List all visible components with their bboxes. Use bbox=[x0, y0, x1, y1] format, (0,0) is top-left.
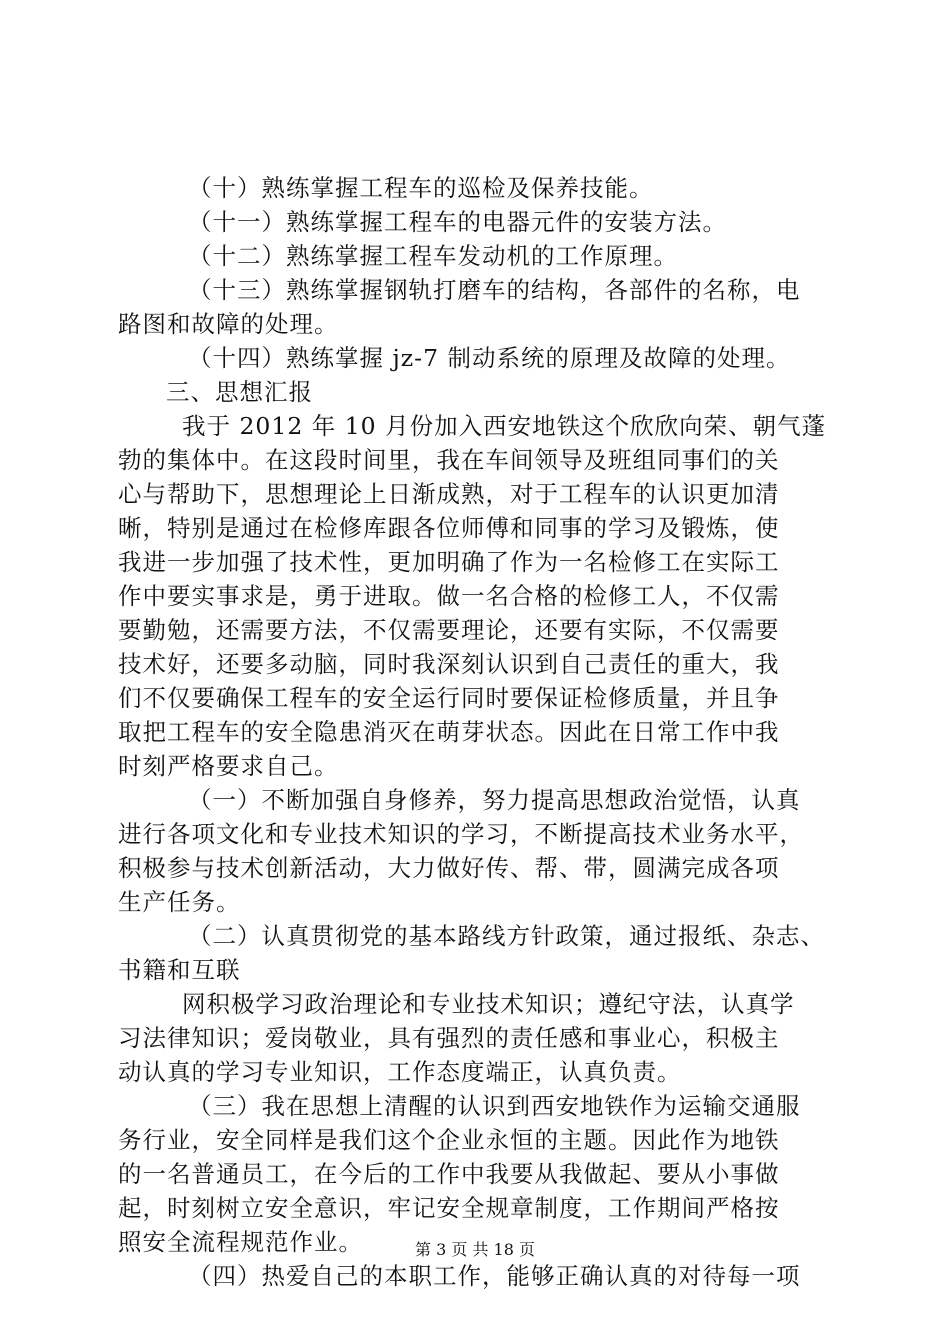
paragraph-line: 作中要实事求是，勇于进取。做一名合格的检修工人，不仅需 bbox=[118, 582, 780, 610]
list-item-11: （十一）熟练掌握工程车的电器元件的安装方法。 bbox=[188, 208, 727, 236]
section-heading: 三、思想汇报 bbox=[166, 378, 313, 406]
paragraph-line: （二）认真贯彻党的基本路线方针政策，通过报纸、杂志、 bbox=[188, 922, 825, 950]
paragraph-line: 照安全流程规范作业。 bbox=[118, 1228, 363, 1256]
paragraph-line: 网积极学习政治理论和专业技术知识；遵纪守法，认真学 bbox=[182, 990, 795, 1018]
paragraph-line: 要勤勉，还需要方法，不仅需要理论，还要有实际，不仅需要 bbox=[118, 616, 780, 644]
paragraph-line: 书籍和互联 bbox=[118, 956, 241, 984]
paragraph-line: 时刻严格要求自己。 bbox=[118, 752, 339, 780]
paragraph-line: （四）热爱自己的本职工作，能够正确认真的对待每一项 bbox=[188, 1262, 801, 1290]
paragraph-line: 务行业，安全同样是我们这个企业永恒的主题。因此作为地铁 bbox=[118, 1126, 780, 1154]
document-body bbox=[118, 171, 838, 1293]
list-item-12: （十二）熟练掌握工程车发动机的工作原理。 bbox=[188, 242, 678, 270]
list-item-13: （十三）熟练掌握钢轨打磨车的结构，各部件的名称，电 bbox=[188, 276, 801, 304]
list-item-10: （十）熟练掌握工程车的巡检及保养技能。 bbox=[188, 174, 654, 202]
paragraph-line: （一）不断加强自身修养，努力提高思想政治觉悟，认真 bbox=[188, 786, 801, 814]
list-item-13-cont: 路图和故障的处理。 bbox=[118, 310, 339, 338]
paragraph-line: 习法律知识；爱岗敬业，具有强烈的责任感和事业心，积极主 bbox=[118, 1024, 780, 1052]
paragraph-line: 动认真的学习专业知识，工作态度端正，认真负责。 bbox=[118, 1058, 682, 1086]
paragraph-line: 生产任务。 bbox=[118, 888, 241, 916]
paragraph-line: 进行各项文化和专业技术知识的学习，不断提高技术业务水平， bbox=[118, 820, 804, 848]
paragraph-line: 勃的集体中。在这段时间里，我在车间领导及班组同事们的关 bbox=[118, 446, 780, 474]
paragraph-line: 们不仅要确保工程车的安全运行同时要保证检修质量，并且争 bbox=[118, 684, 780, 712]
page-number-footer: 第 3 页 共 18 页 bbox=[415, 1240, 535, 1259]
paragraph-line: 的一名普通员工，在今后的工作中我要从我做起、要从小事做 bbox=[118, 1160, 780, 1188]
paragraph-line: 积极参与技术创新活动，大力做好传、帮、带，圆满完成各项 bbox=[118, 854, 780, 882]
paragraph-line: 我进一步加强了技术性，更加明确了作为一名检修工在实际工 bbox=[118, 548, 780, 576]
list-item-14: （十四）熟练掌握 jz-7 制动系统的原理及故障的处理。 bbox=[188, 344, 791, 372]
paragraph-line: 晰，特别是通过在检修库跟各位师傅和同事的学习及锻炼，使 bbox=[118, 514, 780, 542]
paragraph-line: 我于 2012 年 10 月份加入西安地铁这个欣欣向荣、朝气蓬 bbox=[182, 412, 827, 440]
paragraph-line: （三）我在思想上清醒的认识到西安地铁作为运输交通服 bbox=[188, 1092, 801, 1120]
paragraph-line: 起，时刻树立安全意识，牢记安全规章制度，工作期间严格按 bbox=[118, 1194, 780, 1222]
paragraph-line: 取把工程车的安全隐患消灭在萌芽状态。因此在日常工作中我 bbox=[118, 718, 780, 746]
paragraph-line: 技术好，还要多动脑，同时我深刻认识到自己责任的重大，我 bbox=[118, 650, 780, 678]
paragraph-line: 心与帮助下，思想理论上日渐成熟，对于工程车的认识更加清 bbox=[118, 480, 780, 508]
